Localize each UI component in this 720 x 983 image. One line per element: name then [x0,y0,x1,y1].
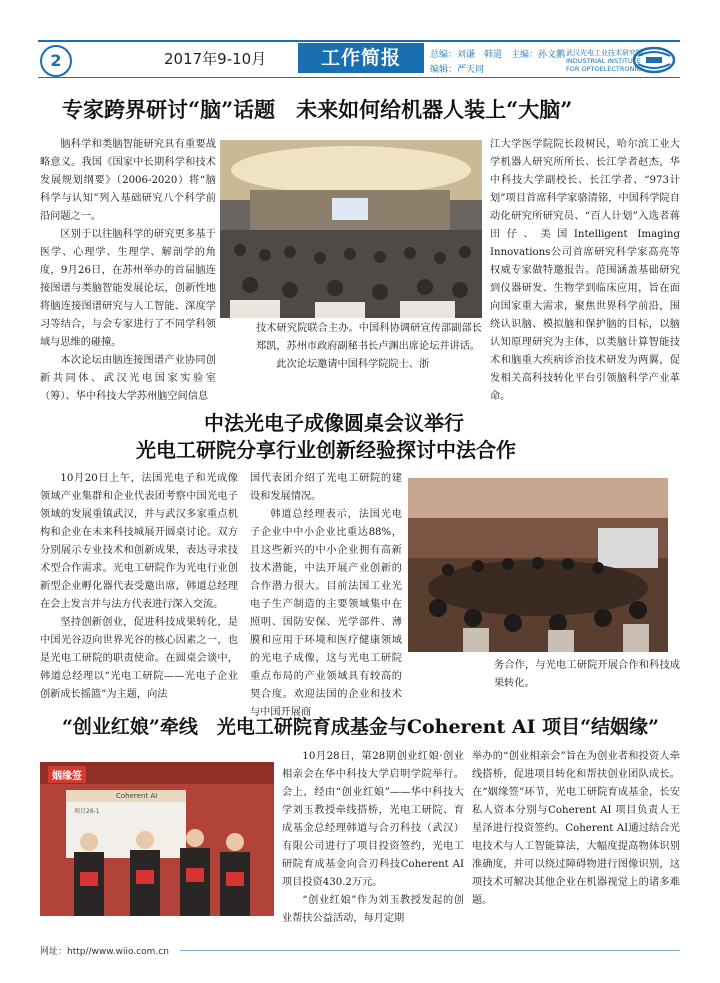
article1-col1-para: 区别于以往脑科学的研究更多基于医学、心理学、生理学、解剖学的角度，9月26日，在苏州举办的首届脑连接图谱与类脑智能发展论坛，创新性地将脑连接图谱研究与人工智能、深度学习等结合，与会专家进行了不同学科领域与思维的碰撞。 [40,229,216,348]
publication-title: 工作简报 [298,43,424,73]
credits-editor: 编辑：严天同 [430,65,485,75]
article2-col3-para: 务合作，与光电工研院开展合作和科技成果转化。 [494,660,680,689]
article2-col2-para: 韩道总经理表示，法国光电子企业中中小企业比重达88%，且这些新兴的中小企业拥有高新技术潜能，中法开展产业创新的合作潜力很大。目前法国工业光电子生产制造的主要领域集中在照明、国防安保、光学部件、薄膜和应用于环境和医疗健康领域的光电子成像，这与光电工研院重点布局的产业领域具有较高的契合度。欢迎法国的企业和技术与中国开展商 [250,509,402,718]
issue-date: 2017年9-10月 [164,50,267,68]
header-top-rule [38,40,680,42]
header-bottom-rule [38,77,680,78]
article2-col2 [250,470,402,722]
article1-col3 [490,136,680,406]
article1-col2 [256,320,482,374]
article3-col2-para: 举办的“创业相亲会”旨在为创业者和投资人牵线搭桥，促进项目转化和帮扶创业团队成长。在“姻缘签”环节，光电工研院育成基金，长安私人资本分别与Coherent AI 项目负责人王星泽进行投资签约。Coherent AI通过结合光电技术与人工智能算法，大幅度提高物体识别准确度，并可以绕过障碍物进行图像识别，这项技术可解决其他企业在机器视觉上的诸多难题。 [472,751,680,906]
article1-col3-para: 江大学医学院院长段树民，哈尔滨工业大学机器人研究所所长、长江学者赵杰，华中科技大学副校长、长江学者、“973计划”项目首席科学家骆清铭，中国科学院自动化研究所研究员、“百人计划”入选者蒋田仔、美国Intelligent Imaging Innovations公司首席研究科学家高亮等权威专家做特邀报告。范围涵盖基础研究到仪器研发、生物学到临床应用，旨在面向国家重大需求，聚焦世界科学前沿，围绕认识脑、模拟脑和保护脑的目标，以脑认知原理研究为主体，以类脑计算智能技术和脑重大疾病诊治技术研发为两翼，促发相关高科技转化平台引领脑科学产业革命。 [490,139,680,402]
article1-col1-para: 本次论坛由脑连接图谱产业协同创新共同体、武汉光电国家实验室（筹）、华中科技大学苏州脑空间信息 [40,355,216,402]
article2-title-line1: 中法光电子成像圆桌会议举行 [204,411,464,435]
article3-signing-photo [40,762,274,916]
article3-col1-para: 10月28日，第28期创业红娘·创业相亲会在华中科技大学启明学院举行。会上，经由“创业红娘”——华中科技大学刘玉教授牵线搭桥，光电工研院、育成基金总经理韩道与合刃科技（武汉）有限公司进行了项目投资签约，光电工研院育成基金向合刃科技Coherent AI 项目投资430.2万元。 [282,751,464,888]
article1-forum-photo [220,140,482,318]
article1-col2-para: 技术研究院联合主办。中国科协调研宣传部副部长郑凯，苏州市政府副秘书长卢渊出席论坛并讲话。 [256,323,482,352]
article1-col1-para: 脑科学和类脑智能研究具有重要战略意义。我国《国家中长期科学和技术发展规划纲要》（2006-2020）将“脑科学与认知”列入基础研究八个科学前沿问题之一。 [40,139,216,222]
article1-title: 专家跨界研讨“脑”话题 未来如何给机器人装上“大脑” [62,97,573,122]
article2-roundtable-photo [408,478,668,652]
article1-col2-para: 此次论坛邀请中国科学院院士、浙 [276,359,430,370]
article2-col3 [494,657,680,693]
article3-col1-para: “创业红娘”作为刘玉教授发起的创业帮扶公益活动，每月定期 [282,895,464,924]
institute-logo-icon [630,44,678,76]
article2-title-line2: 光电工研院分享行业创新经验探讨中法合作 [136,438,516,462]
photo-screen-title: Coherent AI [116,792,158,800]
photo-screen-label: 项目26-1 [74,808,100,815]
article3-title: “创业红娘”牵线 光电工研院育成基金与Coherent AI 项目“结姻缘” [62,716,659,738]
article2-col1-para: 坚持创新创业，促进科技成果转化，是中国光谷迈向世界光谷的核心因素之一，也是光电工研院的职责使命。在圆桌会谈中，韩道总经理以“光电工研院——光电子企业创新成长摇篮”为主题，向法 [40,617,238,700]
footer-website: 网址：http//www.wiio.com.cn [40,947,169,957]
institute-name-en-1: INDUSTRIAL INSTITUTE [566,57,641,65]
article2-col1-para: 10月20日上午，法国光电子和光成像领域产业集群和企业代表团考察中国光电子领域的发展重镇武汉，并与武汉多家重点机构和企业在未来科技城展开圆桌讨论。双方分别展示专业技术和创新成果，表达寻求技术型合作需求。光电工研院作为光电行业创新型企业孵化器代表受邀出席，韩道总经理在会上发言并与法方代表进行深入交流。 [40,473,238,610]
photo-banner-text: 姻缘签 [48,766,86,783]
page-number: 2 [40,45,72,77]
institute-name-cn: 武汉光电工业技术研究院 [566,49,643,57]
institute-name-en-2: FOR OPTOELECTRONICS [566,65,645,73]
footer-rule [180,950,680,951]
credits-editors: 总编：刘谦 韩道 主编：孙文鹏 [430,50,566,60]
article2-col1 [40,470,238,704]
article2-col2-para: 国代表团介绍了光电工研院的建设和发展情况。 [250,473,402,502]
article3-col1 [282,748,464,928]
article3-col2 [472,748,680,910]
article1-col1 [40,136,216,406]
